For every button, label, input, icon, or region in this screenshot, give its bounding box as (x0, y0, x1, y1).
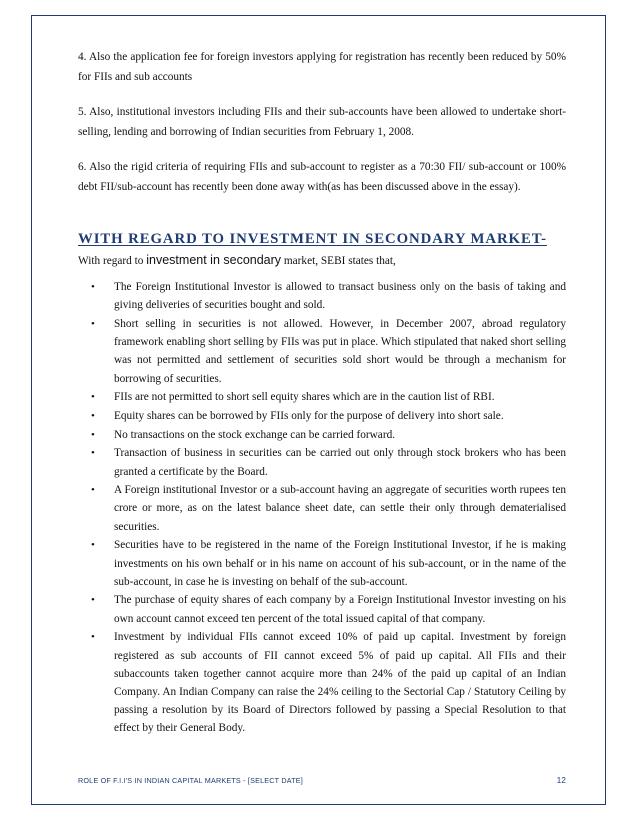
section-heading: WITH REGARD TO INVESTMENT IN SECONDARY MARKET- (78, 231, 547, 247)
list-item (78, 407, 566, 425)
list-item-text: The purchase of equity shares of each company by a Foreign Institutional Investor investing on his own account cannot exceed ten percent of the total issued capital of that company. (114, 594, 566, 625)
bullet-icon: • (91, 409, 95, 422)
list-item-text: No transactions on the stock exchange can be carried forward. (114, 428, 396, 441)
intro-text-after: market, SEBI states that, (281, 255, 396, 267)
list-item (78, 536, 566, 591)
bullet-icon: • (91, 317, 95, 330)
list-item (78, 481, 566, 536)
list-item (78, 315, 566, 388)
list-item-text: Transaction of business in securities can be carried out only through stock brokers who has been granted a certificate by the Board. (114, 447, 566, 478)
bullet-list (78, 278, 566, 738)
bullet-icon: • (91, 428, 95, 441)
list-item-text: Equity shares can be borrowed by FIIs only for the purpose of delivery into short sale. (114, 409, 504, 422)
bullet-icon: • (91, 447, 95, 460)
page-number: 12 (556, 776, 566, 785)
bullet-icon: • (91, 594, 95, 607)
intro-text-before: With regard to (78, 255, 147, 267)
footer-title: ROLE OF F.I.I'S IN INDIAN CAPITAL MARKETS - [SELECT DATE] (78, 776, 303, 785)
intro-emphasis: investment in secondary (146, 253, 282, 267)
paragraph-4: 4. Also the application fee for foreign investors applying for registration has recently been reduced by 50% for FIIs and sub accounts (78, 51, 566, 83)
section-intro (78, 251, 566, 270)
list-item (78, 444, 566, 480)
list-item (78, 591, 566, 627)
bullet-icon: • (91, 484, 95, 497)
list-item-text: Securities have to be registered in the name of the Foreign Institutional Investor, if he is making investments on his own behalf or in his name on account of his sub-account, or in the name of the sub-account, in case he is investing on behalf of the sub-account. (114, 539, 566, 588)
list-item (78, 426, 566, 444)
list-item (78, 628, 566, 737)
bullet-icon: • (91, 281, 95, 293)
list-item-text: A Foreign institutional Investor or a sub-account having an aggregate of securities worth rupees ten crore or more, as on the latest balance sheet date, can settle their only through dematerialised securities. (114, 484, 566, 533)
bullet-icon: • (91, 391, 95, 404)
list-item-text: FIIs are not permitted to short sell equity shares which are in the caution list of RBI. (114, 391, 495, 404)
list-item (78, 278, 566, 314)
list-item-text: Investment by individual FIIs cannot exceed 10% of paid up capital. Investment by foreign registered as sub accounts of FII cannot exceed 5% of paid up capital. All FIIs and their subaccounts taken together cannot acquire more than 24% of the paid up capital of an Indian Company. An Indian Company can raise the 24% ceiling to the Sectorial Cap / Statutory Ceiling by passing a resolution by its Board of Directors followed by passing a Special Resolution to that effect by their General Body. (114, 631, 566, 735)
paragraph-5: 5. Also, institutional investors including FIIs and their sub-accounts have been allowed to undertake short-selling, lending and borrowing of Indian securities from February 1, 2008. (78, 106, 566, 138)
paragraph-6: 6. Also the rigid criteria of requiring FIIs and sub-account to register as a 70:30 FII/ sub-account or 100% debt FII/sub-account has recently been done away with(as has been discussed above in the essay). (78, 161, 566, 193)
list-item (78, 388, 566, 406)
page-footer (78, 776, 566, 785)
bullet-icon: • (91, 539, 95, 552)
list-item-text: The Foreign Institutional Investor is allowed to transact business only on the basis of taking and giving deliveries of securities bought and sold. (114, 281, 566, 312)
page-content (78, 47, 566, 738)
list-item-text: Short selling in securities is not allowed. However, in December 2007, abroad regulatory framework enabling short selling by FIIs was put in place. Which stipulated that naked short selling was not permitted and settlement of securities sold short would be through a mechanism for borrowing of securities. (114, 317, 566, 385)
bullet-icon: • (91, 631, 95, 644)
